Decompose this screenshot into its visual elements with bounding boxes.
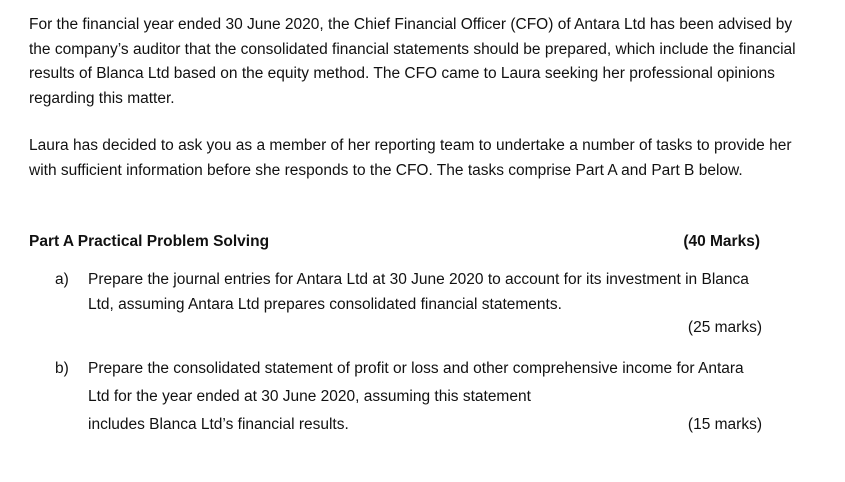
item-b-marks: (15 marks) xyxy=(687,416,762,433)
item-b-text xyxy=(88,355,768,439)
intro-paragraph-2: Laura has decided to ask you as a member of her reporting team to undertake a number of tasks to provide her with sufficient information before she responds to the CFO. The tasks comprise Part A and Part B below. xyxy=(29,137,792,179)
part-a-heading xyxy=(29,230,760,254)
item-b-label: b) xyxy=(55,360,69,377)
item-b-text-main: Prepare the consolidated statement of profit or loss and other comprehensive income for Antara Ltd for the year ended at 30 June 2020, assuming this statement xyxy=(88,360,744,405)
part-a-title: Part A Practical Problem Solving xyxy=(29,233,270,250)
part-a-marks: (40 Marks) xyxy=(683,233,760,250)
item-a-label: a) xyxy=(55,271,69,288)
intro-paragraph-1: For the financial year ended 30 June 2020, the Chief Financial Officer (CFO) of Antara Ltd has been advised by the company’s auditor that the consolidated financial statements should be prepared, which include the financial results of Blanca Ltd based on the equity method. The CFO came to Laura seeking her professional opinions regarding this matter. xyxy=(29,16,796,107)
question-item-b xyxy=(55,355,775,435)
question-item-a xyxy=(55,268,775,344)
item-b-text-last: includes Blanca Ltd’s financial results. xyxy=(88,416,349,433)
item-a-marks: (25 marks) xyxy=(687,319,762,336)
item-a-text: Prepare the journal entries for Antara Ltd at 30 June 2020 to account for its investment in Blanca Ltd, assuming Antara Ltd prepares consolidated financial statements. xyxy=(88,271,749,313)
